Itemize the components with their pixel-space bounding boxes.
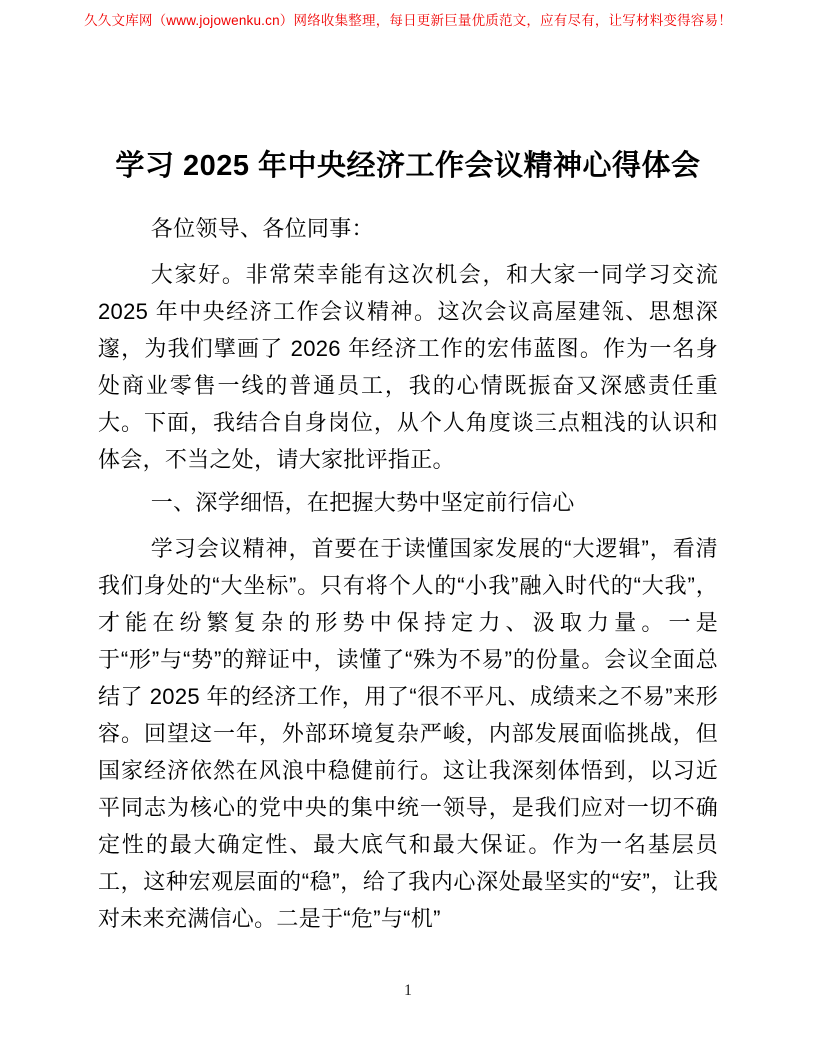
salutation-line: 各位领导、各位同事：: [150, 216, 374, 241]
document-title: 学习 2025 年中央经济工作会议精神心得体会: [115, 150, 701, 182]
intro-paragraph: 大家好。非常荣幸能有这次机会，和大家一同学习交流 2025 年中央经济工作会议精神。这次会议高屋建瓴、思想深邃，为我们擘画了 2026 年经济工作的宏伟蓝图。作为一名身处商业零售一线的普通员工，我的心情既振奋又深感责任重大。下面，我结合自身岗位，从个人角度谈三点粗浅的认识和体会，不当之处，请大家批评指正。: [98, 262, 718, 472]
section-1-paragraph: 学习会议精神，首要在于读懂国家发展的“大逻辑”，看清我们身处的“大坐标”。只有将个人的“小我”融入时代的“大我”，才能在纷繁复杂的形势中保持定力、汲取力量。一是于“形”与“势”的辩证中，读懂了“殊为不易”的份量。会议全面总结了 2025 年的经济工作，用了“很不平凡、成绩来之不易”来形容。回望这一年，外部环境复杂严峻，内部发展面临挑战，但国家经济依然在风浪中稳健前行。这让我深刻体悟到，以习近平同志为核心的党中央的集中统一领导，是我们应对一切不确定性的最大确定性、最大底气和最大保证。作为一名基层员工，这种宏观层面的“稳”，给了我内心深处最坚实的“安”，让我对未来充满信心。二是于“危”与“机”: [98, 536, 718, 931]
site-watermark-header: 久久文库网（www.jojowenku.cn）网络收集整理，每日更新巨量优质范文，应有尽有，让写材料变得容易！: [84, 13, 732, 28]
section-heading-1: 一、深学细悟，在把握大势中坚定前行信心: [150, 490, 575, 515]
page-number: 1: [404, 982, 412, 999]
